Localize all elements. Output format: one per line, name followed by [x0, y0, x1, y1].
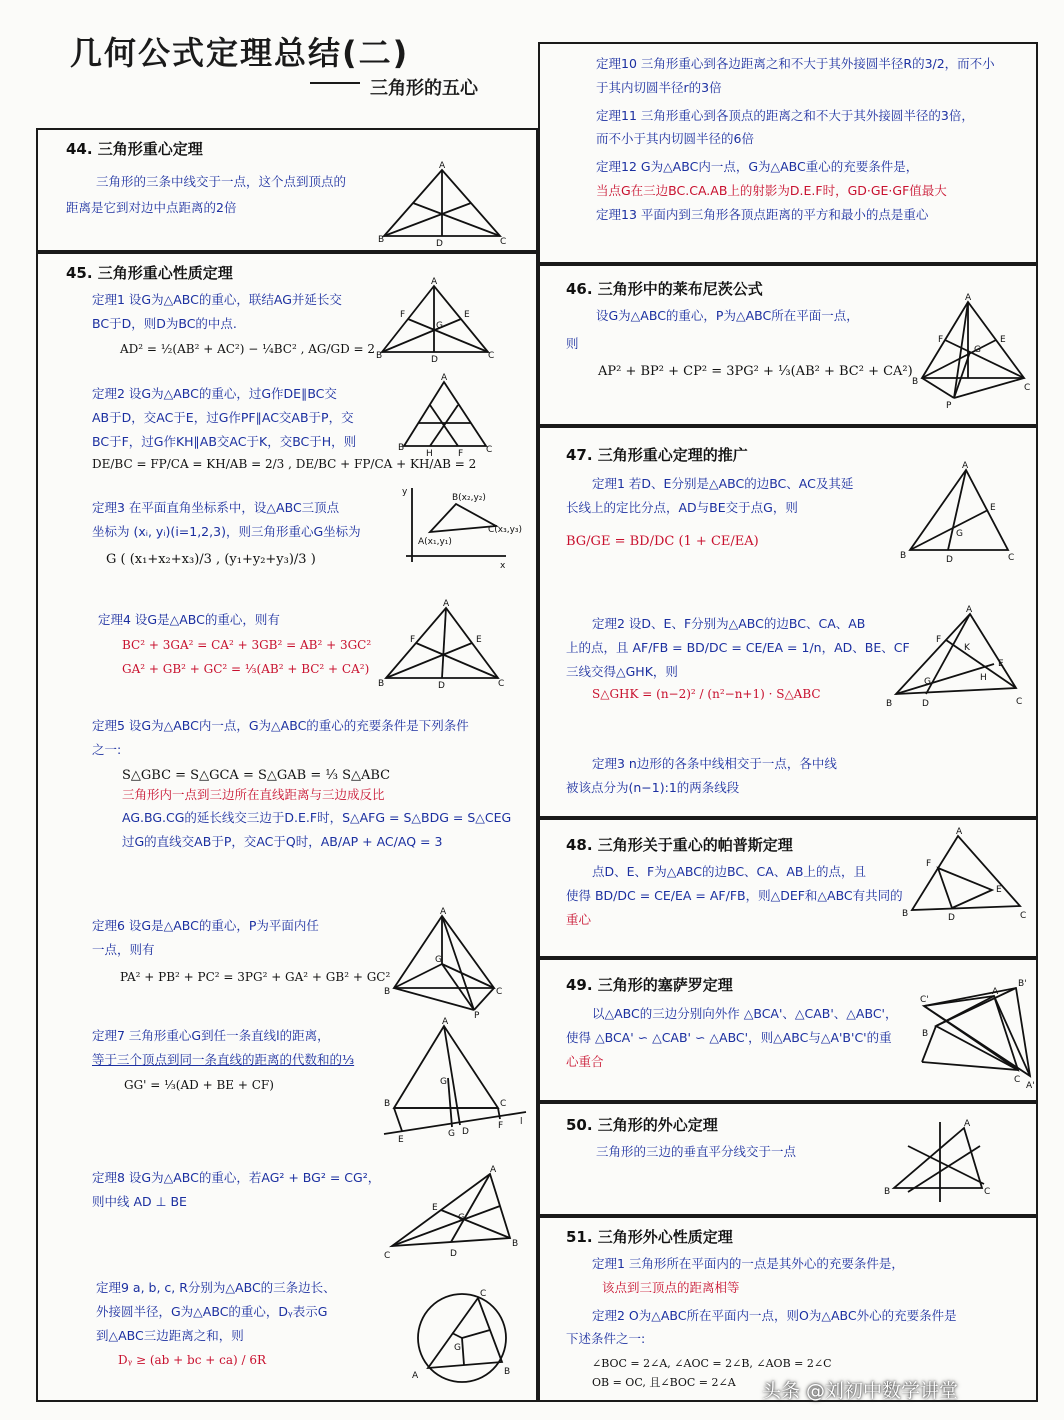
svg-text:D: D [431, 355, 438, 365]
section-44-heading: 44. 三角形重心定理 [66, 140, 203, 158]
svg-text:A: A [964, 1119, 971, 1129]
svg-text:F: F [498, 1121, 504, 1131]
s45-t7-l2: 等于三个顶点到同一条直线的距离的代数和的⅓ [92, 1051, 355, 1067]
svg-text:C: C [1024, 383, 1031, 393]
s47-t1-l2: 长线上的定比分点，AD与BE交于点G，则 [566, 499, 798, 515]
svg-text:B: B [912, 377, 919, 387]
s45-t1-formula: AD² = ½(AB² + AC²) − ¼BC² , AG/GD = 2 [120, 341, 376, 356]
s45-t3-l2: 坐标为 (xᵢ, yᵢ)(i=1,2,3)，则三角形重心G坐标为 [92, 523, 361, 539]
s46-line2: 则 [566, 336, 579, 351]
svg-text:C: C [1014, 1075, 1021, 1085]
s45-t8-figure [380, 1164, 520, 1260]
svg-text:E: E [476, 635, 482, 645]
s47-t3-l1: 定理3 n边形的各条中线相交于一点，各中线 [592, 756, 837, 771]
s45-t6-l2: 一点，则有 [92, 941, 155, 957]
section-49-heading: 49. 三角形的塞萨罗定理 [566, 976, 733, 994]
svg-text:B: B [902, 909, 909, 919]
svg-text:E: E [1000, 335, 1006, 345]
svg-text:A': A' [1026, 1081, 1035, 1091]
svg-text:G: G [448, 1129, 455, 1139]
s47-t2-l1: 定理2 设D、E、F分别为△ABC的边BC、CA、AB [592, 616, 866, 631]
svg-text:D: D [946, 555, 953, 565]
s47-t3-l2: 被该点分为(n−1):1的两条线段 [566, 779, 740, 795]
section-47-heading: 47. 三角形重心定理的推广 [566, 446, 748, 464]
svg-text:C: C [984, 1187, 991, 1197]
svg-text:D: D [438, 681, 445, 691]
svg-text:G: G [458, 1213, 465, 1223]
s45-t9-l1: 定理9 a, b, c, R分别为△ABC的三条边长、 [96, 1280, 336, 1295]
s45-t1-figure [376, 277, 496, 365]
s46-line1: 设G为△ABC的重心，P为△ABC所在平面一点， [596, 308, 859, 323]
svg-text:C: C [500, 1099, 507, 1109]
svg-text:E: E [464, 310, 470, 320]
svg-text:A: A [966, 605, 973, 615]
s45-t2-l1: 定理2 设G为△ABC的重心，过G作DE∥BC交 [92, 386, 337, 401]
svg-text:C(x₃,y₃): C(x₃,y₃) [488, 525, 523, 535]
svg-text:E: E [996, 885, 1002, 895]
svg-text:C: C [496, 987, 503, 997]
r-t12-l1: 定理12 G为△ABC内一点，G为△ABC重心的充要条件是， [596, 159, 919, 174]
svg-text:C: C [488, 351, 495, 361]
s47-t2-l2: 上的点，且 AF/FB = BD/DC = CE/EA = 1/n，AD、BE、CF [566, 639, 910, 655]
svg-text:H: H [426, 449, 433, 459]
svg-text:D: D [948, 913, 955, 923]
svg-text:y: y [402, 487, 408, 497]
s51-t2-l2: 下述条件之一: [566, 1331, 646, 1347]
s45-t6-figure [380, 907, 510, 1021]
s46-figure [910, 294, 1036, 410]
s45-t6-formula: PA² + PB² + PC² = 3PG² + GA² + GB² + GC² [120, 969, 391, 984]
s45-t3-coordinate-figure [396, 484, 526, 574]
s45-t9-formula: Dᵧ ≥ (ab + bc + ca) / 6R [118, 1353, 267, 1368]
s51-t2-formula1: ∠BOC = 2∠A, ∠AOC = 2∠B, ∠AOB = 2∠C [592, 1357, 832, 1370]
s45-t9-circle-figure [406, 1290, 516, 1390]
s45-t3-formula: G ( (x₁+x₂+x₃)/3 , (y₁+y₂+y₃)/3 ) [106, 551, 316, 567]
s50-figure [880, 1118, 1000, 1204]
s51-t2-l1: 定理2 O为△ABC所在平面内一点，则O为△ABC外心的充要条件是 [592, 1307, 957, 1323]
svg-text:B: B [398, 443, 405, 453]
svg-text:C: C [1020, 911, 1027, 921]
svg-text:B: B [378, 679, 385, 689]
svg-text:l: l [520, 1117, 523, 1127]
s45-t4-formula2: GA² + GB² + GC² = ⅓(AB² + BC² + CA²) [122, 661, 370, 676]
svg-text:D: D [922, 699, 929, 709]
s48-figure [902, 828, 1032, 924]
svg-text:G: G [435, 955, 442, 965]
s45-t1-l2: BC于D，则D为BC的中点. [92, 315, 237, 331]
s45-t9-l3: 到△ABC三边距离之和，则 [96, 1327, 244, 1343]
svg-text:A: A [956, 827, 963, 837]
svg-text:B: B [922, 1029, 929, 1039]
section-51-heading: 51. 三角形外心性质定理 [566, 1228, 733, 1246]
svg-text:E: E [398, 1135, 404, 1145]
s47-t1-formula: BG/GE = BD/DC (1 + CE/EA) [566, 533, 759, 549]
s47-t2-l3: 三线交得△GHK，则 [566, 663, 678, 679]
svg-text:E: E [432, 1203, 438, 1213]
r-t10-l1: 定理10 三角形重心到各边距离之和不大于其外接圆半径R的3/2，而不小 [596, 56, 995, 71]
svg-text:F: F [410, 635, 416, 645]
svg-text:F: F [400, 310, 406, 320]
s45-t2-formula: DE/BC = FP/CA = KH/AB = 2/3 , DE/BC + FP/CA + KH/AB = 2 [92, 457, 477, 472]
s45-t2-figure [398, 374, 498, 458]
s45-t5-l2: 之一: [92, 741, 122, 757]
svg-text:F: F [458, 449, 464, 459]
svg-text:C: C [1008, 553, 1015, 563]
r-t11-l2: 而不小于其内切圆半径的6倍 [596, 131, 754, 147]
s49-line1: 以△ABC的三边分别向外作 △BCA'、△CAB'、△ABC'， [592, 1006, 898, 1021]
r-t12-l2: 当点G在三边BC.CA.AB上的射影为D.E.F时，GD·GE·GF值最大 [596, 182, 947, 198]
svg-text:K: K [964, 643, 970, 653]
svg-text:C: C [498, 679, 505, 689]
s45-t5-formula1: S△GBC = S△GCA = S△GAB = ⅓ S△ABC [122, 767, 391, 783]
s49-line2: 使得 △BCA' ∽ △CAB' ∽ △ABC'，则△ABC与△A'B'C'的重 [566, 1029, 892, 1045]
s45-t5-l5: 过G的直线交AB于P，交AC于Q时，AB/AP + AC/AQ = 3 [122, 834, 443, 849]
s44-line1: 三角形的三条中线交于一点，这个点到顶点的 [96, 174, 347, 189]
s45-t7-l1: 定理7 三角形重心G到任一条直线l的距离， [92, 1028, 330, 1043]
s45-t5-l3: 三角形内一点到三边所在直线距离与三边成反比 [122, 786, 385, 802]
svg-text:A: A [992, 987, 999, 997]
svg-text:A: A [440, 907, 447, 917]
section-46-heading: 46. 三角形中的莱布尼茨公式 [566, 280, 763, 298]
section-48-heading: 48. 三角形关于重心的帕普斯定理 [566, 836, 793, 854]
svg-text:B: B [376, 351, 383, 361]
svg-text:G: G [436, 321, 443, 331]
s47-t2-formula: S△GHK = (n−2)² / (n²−n+1) · S△ABC [592, 687, 821, 702]
svg-text:G: G [454, 1343, 461, 1353]
svg-text:D: D [436, 239, 443, 249]
svg-text:G: G [924, 677, 931, 687]
s45-t2-l3: BC于F，过G作KH∥AB交AC于K，交BC于H，则 [92, 433, 357, 449]
s51-t1-l2: 该点到三顶点的距离相等 [602, 1279, 740, 1295]
svg-text:C: C [500, 237, 507, 247]
svg-text:A: A [431, 277, 438, 287]
s47-t2-figure [884, 606, 1028, 712]
s51-t2-formula2: OB = OC, 且∠BOC = 2∠A [592, 1376, 736, 1389]
s45-t4-formula1: BC² + 3GA² = CA² + 3GB² = AB² + 3GC² [122, 637, 372, 652]
page-subtitle: 三角形的五心 [370, 78, 478, 99]
svg-text:A: A [443, 599, 450, 609]
svg-text:B: B [900, 551, 907, 561]
s45-t4-figure [376, 600, 506, 692]
section-45-heading: 45. 三角形重心性质定理 [66, 264, 233, 282]
svg-text:P: P [946, 401, 952, 411]
svg-text:P: P [474, 1011, 480, 1021]
s45-t8-l2: 则中线 AD ⊥ BE [92, 1193, 187, 1209]
s45-t6-l1: 定理6 设G是△ABC的重心，P为平面内任 [92, 918, 319, 933]
svg-text:B: B [378, 235, 385, 245]
s45-t7-formula: GG' = ⅓(AD + BE + CF) [124, 1077, 274, 1092]
svg-text:B': B' [1018, 979, 1027, 989]
s45-t8-l1: 定理8 设G为△ABC的重心，若AG² + BG² = CG²， [92, 1170, 381, 1185]
svg-text:D: D [450, 1249, 457, 1259]
svg-text:F: F [936, 635, 942, 645]
s49-line3: 心重合 [566, 1053, 604, 1069]
svg-text:D: D [462, 1127, 469, 1137]
svg-text:A: A [962, 461, 969, 471]
svg-text:H: H [980, 673, 987, 683]
svg-text:A(x₁,y₁): A(x₁,y₁) [418, 537, 452, 547]
svg-text:B: B [384, 987, 391, 997]
svg-text:C': C' [920, 995, 929, 1005]
svg-text:C: C [480, 1289, 487, 1299]
s45-t5-l1: 定理5 设G为△ABC内一点，G为△ABC的重心的充要条件是下列条件 [92, 718, 469, 733]
svg-text:G: G [974, 345, 981, 355]
s45-t3-l1: 定理3 在平面直角坐标系中，设△ABC三顶点 [92, 500, 340, 515]
s45-t2-l2: AB于D，交AC于E，过G作PF∥AC交AB于P，交 [92, 409, 354, 425]
s45-t9-l2: 外接圆半径，G为△ABC的重心，Dᵧ表示G [96, 1303, 328, 1319]
svg-text:C: C [1016, 697, 1023, 707]
svg-text:A: A [442, 1017, 449, 1027]
svg-text:B: B [886, 699, 893, 709]
svg-text:B: B [884, 1187, 891, 1197]
svg-text:B(x₂,y₂): B(x₂,y₂) [452, 493, 486, 503]
subtitle-dash [310, 82, 360, 84]
r-t13: 定理13 平面内到三角形各顶点距离的平方和最小的点是重心 [596, 206, 929, 222]
svg-text:G: G [440, 1077, 447, 1087]
svg-text:C: C [486, 445, 493, 455]
s49-figure [914, 976, 1034, 1096]
s47-t1-figure [896, 460, 1026, 564]
svg-text:A: A [490, 1165, 497, 1175]
s51-t1-l1: 定理1 三角形所在平面内的一点是其外心的充要条件是， [592, 1256, 904, 1271]
svg-text:A: A [441, 373, 448, 383]
svg-text:A: A [965, 293, 972, 303]
svg-text:E: E [990, 503, 996, 513]
section-50-heading: 50. 三角形的外心定理 [566, 1116, 718, 1134]
svg-text:B: B [504, 1367, 511, 1377]
s45-t7-figure [380, 1017, 530, 1145]
s48-line2: 使得 BD/DC = CE/EA = AF/FB，则△DEF和△ABC有共同的 [566, 887, 903, 903]
r-t11-l1: 定理11 三角形重心到各顶点的距离之和不大于其外接圆半径的3倍， [596, 107, 974, 123]
page-title: 几何公式定理总结(二) [70, 34, 410, 72]
svg-text:G: G [956, 529, 963, 539]
svg-text:B: B [512, 1239, 519, 1249]
svg-text:F: F [926, 859, 932, 869]
s45-t1-l1: 定理1 设G为△ABC的重心，联结AG并延长交 [92, 292, 342, 307]
watermark: 头条 @刘初中数学讲堂 [762, 1380, 959, 1402]
s45-t4-l1: 定理4 设G是△ABC的重心，则有 [98, 612, 280, 627]
svg-text:x: x [500, 561, 506, 571]
s46-formula: AP² + BP² + CP² = 3PG² + ⅓(AB² + BC² + CA²) [598, 363, 913, 379]
svg-text:E: E [998, 659, 1004, 669]
s44-line2: 距离是它到对边中点距离的2倍 [66, 200, 237, 215]
s44-triangle-figure [378, 161, 508, 249]
svg-text:A: A [439, 161, 446, 171]
s47-t1-l1: 定理1 若D、E分别是△ABC的边BC、AC及其延 [592, 476, 854, 491]
s48-line3: 重心 [566, 911, 592, 927]
s50-line1: 三角形的三边的垂直平分线交于一点 [596, 1144, 797, 1159]
svg-text:F: F [938, 335, 944, 345]
r-t10-l2: 于其内切圆半径r的3倍 [596, 79, 722, 95]
svg-text:B: B [384, 1099, 391, 1109]
svg-text:A: A [412, 1371, 419, 1381]
s48-line1: 点D、E、F为△ABC的边BC、CA、AB上的点，且 [592, 864, 866, 879]
svg-text:C: C [384, 1251, 391, 1261]
s45-t5-l4: AG.BG.CG的延长线交三边于D.E.F时，S△AFG = S△BDG = S△CEG [122, 810, 512, 826]
